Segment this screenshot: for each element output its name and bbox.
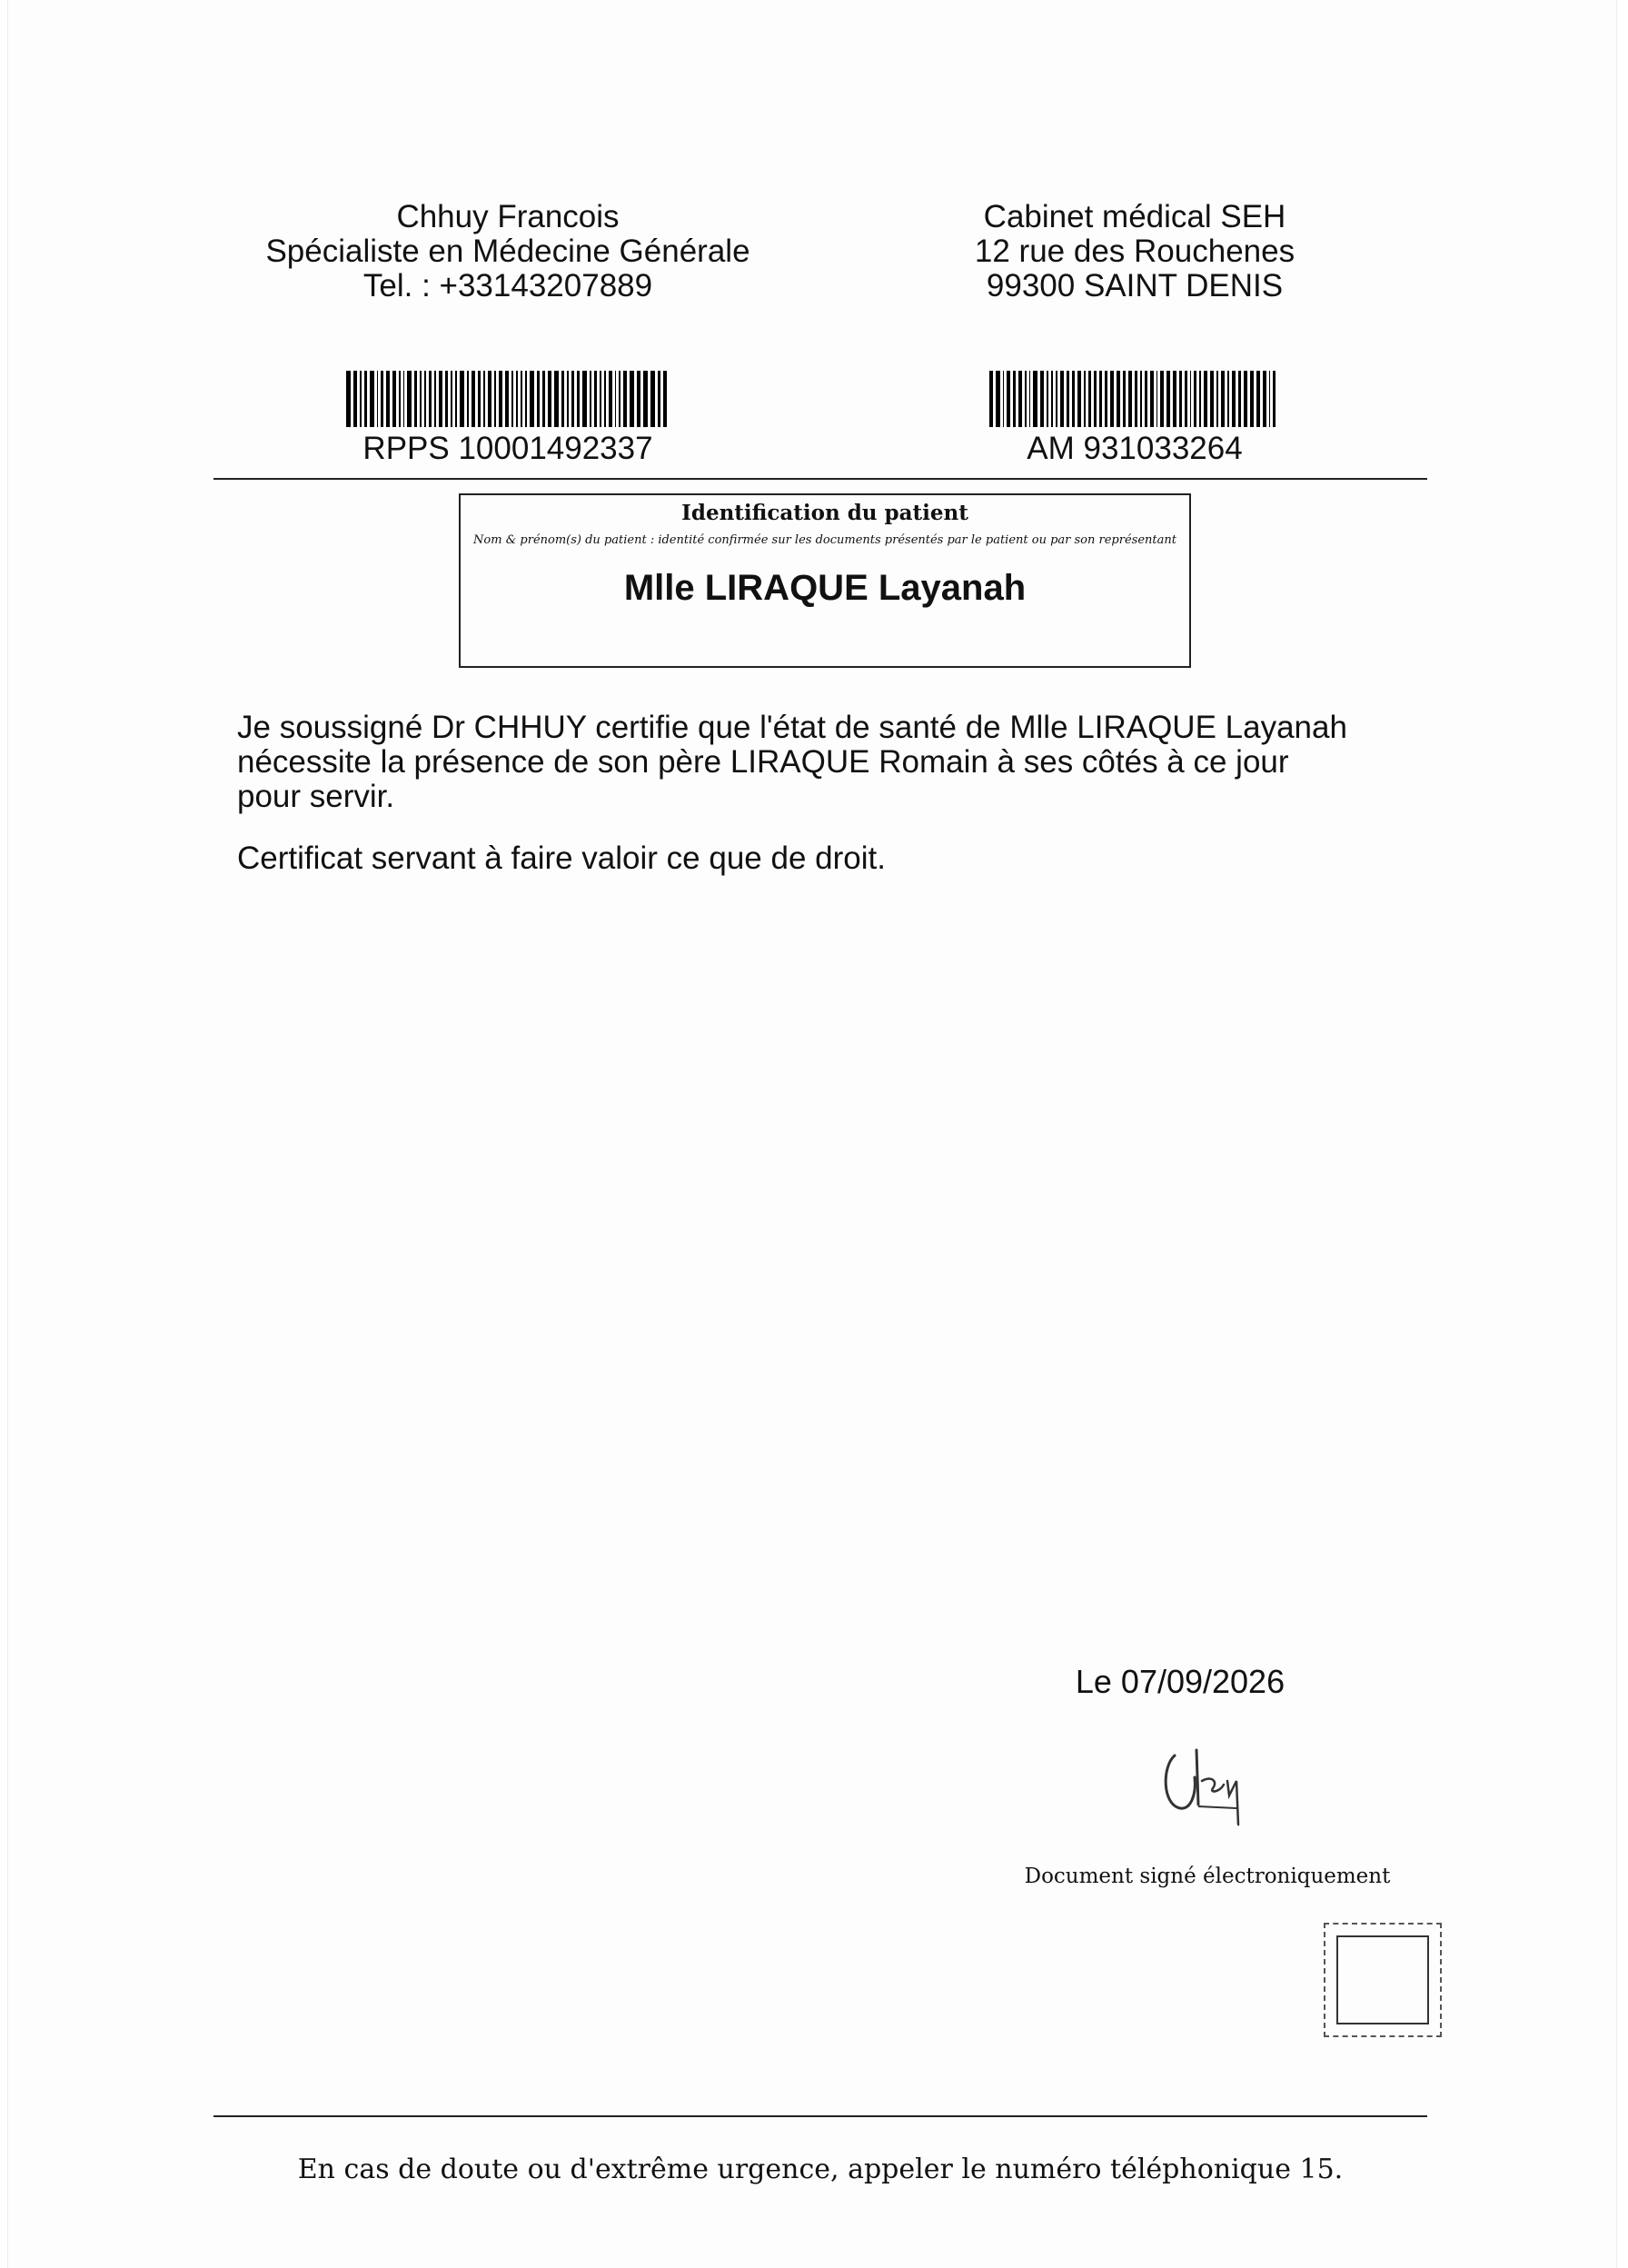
barcode-bar (1221, 371, 1224, 427)
barcode-bar (1256, 371, 1260, 427)
barcode-bar (1110, 371, 1114, 427)
barcode-bar (511, 371, 513, 427)
barcode-bar (494, 371, 497, 427)
barcode-bar (1263, 371, 1266, 427)
barcode-bar (1238, 371, 1241, 427)
barcode-bar (1033, 371, 1037, 427)
barcode-bar (445, 371, 448, 427)
barcode-bar (996, 371, 999, 427)
barcode-bar (600, 371, 601, 427)
barcode-bar (525, 371, 527, 427)
barcode-bar (1018, 371, 1021, 427)
barcode-bar (434, 371, 436, 427)
barcode-bar (1047, 371, 1048, 427)
certificate-date: Le 07/09/2026 (1075, 1663, 1286, 1700)
barcode-bar (630, 371, 634, 427)
barcode-bar (590, 371, 592, 427)
barcode-bar (381, 371, 383, 427)
barcode-bar (1007, 371, 1009, 427)
barcode-bar (403, 371, 405, 427)
barcode-bar (429, 371, 432, 427)
stamp-box-inner (1336, 1935, 1429, 2024)
barcode-bar (353, 371, 358, 427)
barcode-bar (1084, 371, 1087, 427)
barcode-bar (1145, 371, 1147, 427)
barcode-bar (505, 371, 509, 427)
barcode-bar (594, 371, 597, 427)
doctor-name: Chhuy Francois (396, 199, 620, 234)
barcode-bar (1140, 371, 1142, 427)
patient-box-title: Identification du patient (681, 501, 968, 525)
doctor-header (217, 200, 799, 303)
certificate-page (7, 0, 1617, 2268)
barcode-bar (1190, 371, 1192, 427)
barcode-bar (567, 371, 570, 427)
barcode-bar (1173, 371, 1176, 427)
barcode-bar (1003, 371, 1005, 427)
barcode-bar (364, 371, 367, 427)
barcode-bar (1244, 371, 1247, 427)
barcode-bar (1166, 371, 1170, 427)
footer-divider (213, 2115, 1427, 2117)
barcode-bar (439, 371, 442, 427)
barcode-bar (650, 371, 655, 427)
barcode-bar (530, 371, 534, 427)
barcode-bar (1204, 371, 1207, 427)
barcode-bar (455, 371, 457, 427)
rpps-number: RPPS 10001492337 (362, 431, 653, 466)
barcode-bar (483, 371, 485, 427)
barcode-bar (1040, 371, 1044, 427)
barcode-bar (1232, 371, 1236, 427)
am-number: AM 931033264 (1027, 431, 1243, 466)
barcode-bar (399, 371, 401, 427)
barcode-bar (1128, 371, 1132, 427)
barcode-bar (1156, 371, 1158, 427)
barcode-bar (548, 371, 551, 427)
barcode-bar (1194, 371, 1196, 427)
barcode-bar (619, 371, 620, 427)
barcode-bar (989, 371, 993, 427)
barcode-bar (1067, 371, 1069, 427)
barcode-bar (1072, 371, 1075, 427)
electronic-signature-note: Document signé électroniquement (1024, 1865, 1391, 1888)
barcode-bar (615, 371, 617, 427)
barcode-bar (467, 371, 469, 427)
stamp-box (1324, 1923, 1442, 2037)
barcode-bar (1179, 371, 1182, 427)
clinic-street: 12 rue des Rouchenes (974, 234, 1295, 269)
barcode-bar (392, 371, 396, 427)
barcode-bar (424, 371, 427, 427)
barcode-bar (521, 371, 523, 427)
barcode-bar (1029, 371, 1031, 427)
barcode-bar (1123, 371, 1126, 427)
barcode-bar (663, 371, 667, 427)
barcode-bar (1099, 371, 1102, 427)
barcode-bar (623, 371, 627, 427)
clinic-name: Cabinet médical SEH (983, 199, 1286, 234)
barcode-bar (1216, 371, 1218, 427)
barcode-bar (499, 371, 502, 427)
barcode-bar (1185, 371, 1187, 427)
clinic-city: 99300 SAINT DENIS (986, 268, 1284, 303)
am-barcode (989, 371, 1278, 427)
barcode-bar (370, 371, 374, 427)
barcode-bar (1250, 371, 1253, 427)
barcode-bar (1135, 371, 1137, 427)
barcode-bar (420, 371, 422, 427)
signature-icon (1155, 1730, 1255, 1830)
barcode-bar (1025, 371, 1027, 427)
barcode-bar (360, 371, 362, 427)
barcode-bar (658, 371, 661, 427)
barcode-bar (1088, 371, 1091, 427)
barcode-bar (571, 371, 574, 427)
barcode-bar (407, 371, 412, 427)
barcode-bar (346, 371, 351, 427)
certificate-closing: Certificat servant à faire valoir ce que de droit. (237, 841, 886, 876)
barcode-bar (637, 371, 641, 427)
patient-identification-box (459, 493, 1191, 668)
barcode-bar (377, 371, 379, 427)
barcode-bar (643, 371, 648, 427)
barcode-bar (1273, 371, 1276, 427)
barcode-bar (472, 371, 476, 427)
doctor-phone: Tel. : +33143207889 (362, 268, 653, 303)
barcode-bar (561, 371, 564, 427)
barcode-bar (386, 371, 390, 427)
barcode-bar (414, 371, 417, 427)
rpps-barcode (346, 371, 670, 427)
barcode-bar (478, 371, 481, 427)
barcode-bar (1210, 371, 1214, 427)
barcode-bar (1013, 371, 1016, 427)
barcode-bar (1269, 371, 1271, 427)
barcode-bar (582, 371, 587, 427)
header-divider (213, 478, 1427, 480)
barcode-bar (1117, 371, 1120, 427)
barcode-bar (1160, 371, 1163, 427)
barcode-bar (451, 371, 453, 427)
barcode-bar (1199, 371, 1201, 427)
emergency-footer: En cas de doute ou d'extrême urgence, appeler le numéro téléphonique 15. (297, 2154, 1344, 2185)
barcode-bar (609, 371, 612, 427)
barcode-bar (1060, 371, 1064, 427)
patient-name: Mlle LIRAQUE Layanah (623, 568, 1027, 608)
barcode-bar (488, 371, 491, 427)
barcode-bar (516, 371, 518, 427)
barcode-bar (577, 371, 580, 427)
clinic-header (908, 200, 1362, 303)
barcode-bar (554, 371, 559, 427)
barcode-bar (1105, 371, 1107, 427)
barcode-bar (542, 371, 546, 427)
barcode-bar (604, 371, 606, 427)
certificate-statement: Je soussigné Dr CHHUY certifie que l'état de santé de Mlle LIRAQUE Layanah nécessite la présence de son père LIRAQUE Romain à ses côtés à ce jour pour servir. (237, 710, 1347, 814)
barcode-bar (460, 371, 464, 427)
barcode-bar (1051, 371, 1054, 427)
barcode-bar (1094, 371, 1097, 427)
barcode-bar (537, 371, 540, 427)
barcode-bar (1056, 371, 1057, 427)
barcode-bar (1227, 371, 1230, 427)
barcode-bar (1150, 371, 1153, 427)
patient-box-note: Nom & prénom(s) du patient : identité confirmée sur les documents présentés par le patient ou par son représentant (473, 533, 1176, 547)
doctor-specialty: Spécialiste en Médecine Générale (265, 234, 750, 269)
barcode-bar (1077, 371, 1080, 427)
